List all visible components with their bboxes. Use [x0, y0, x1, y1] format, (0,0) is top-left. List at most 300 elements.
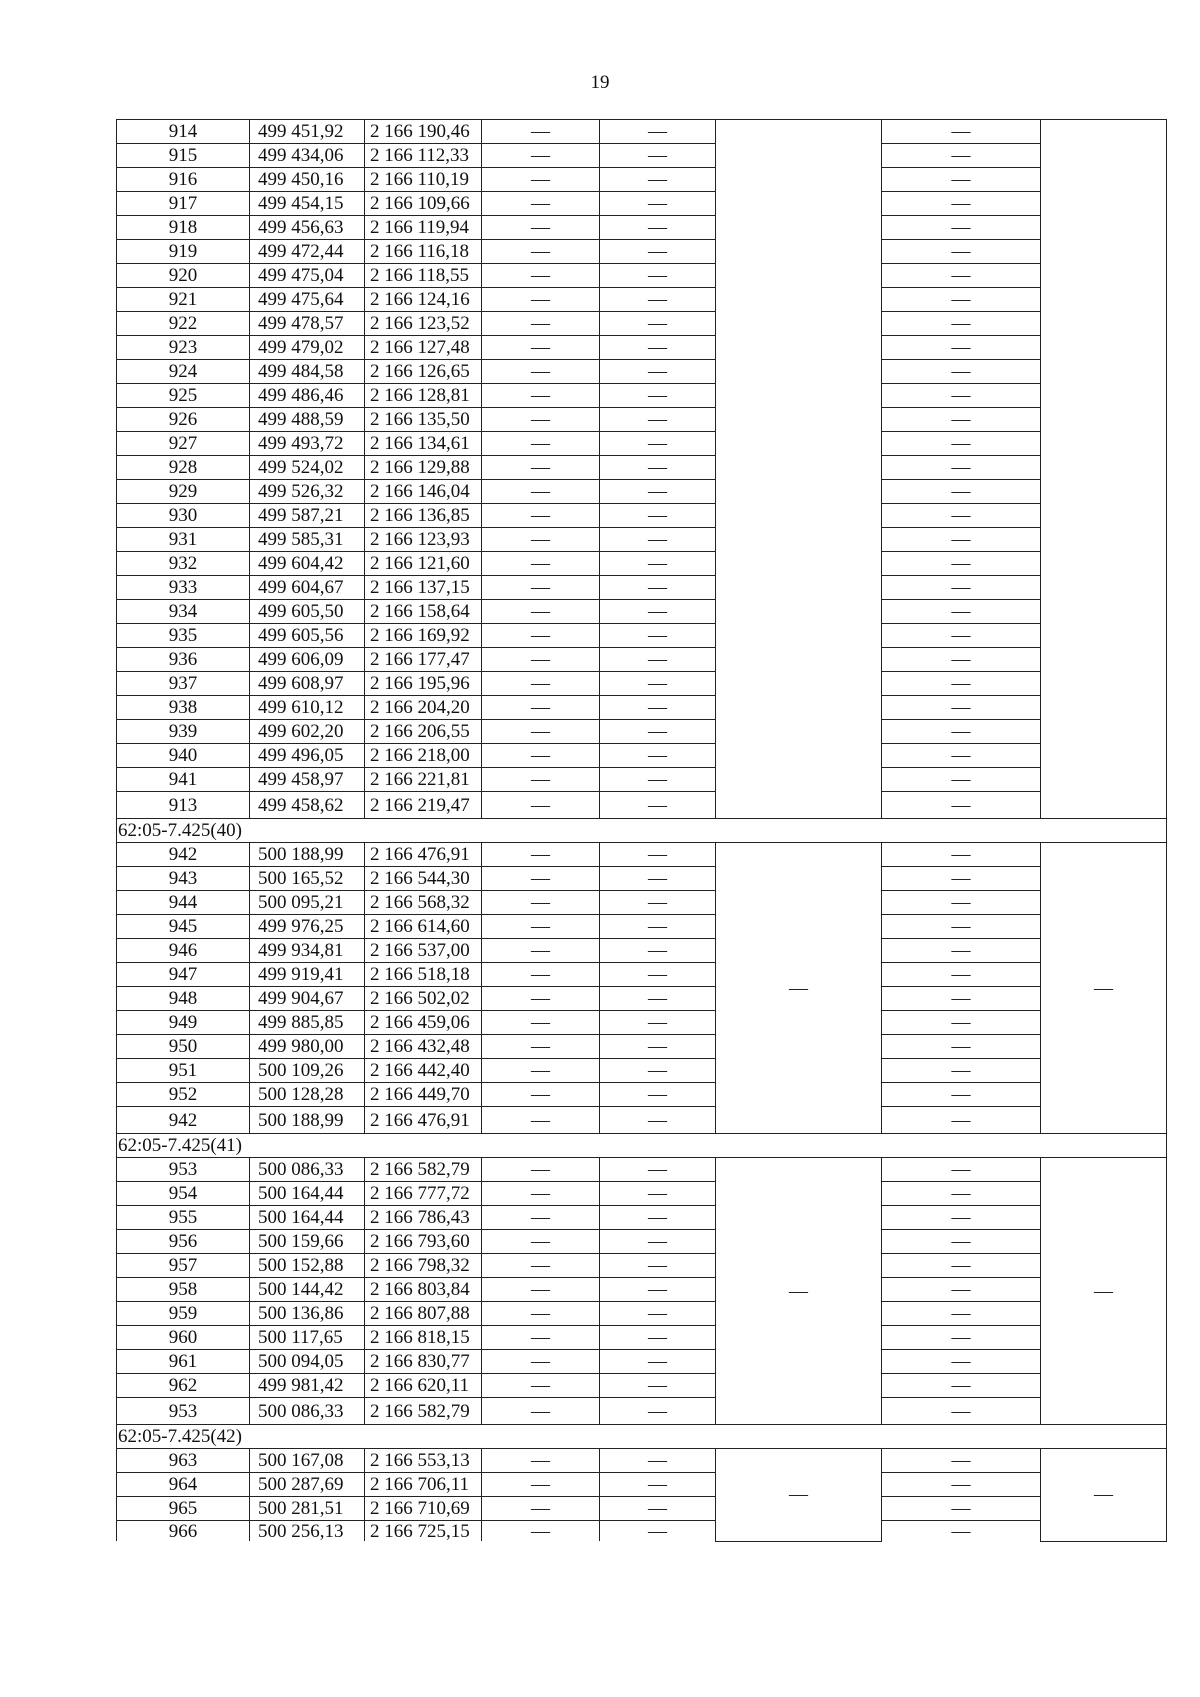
dash-cell: —	[600, 987, 716, 1011]
coord-x: 499 606,09	[250, 648, 365, 672]
coord-y: 2 166 204,20	[365, 696, 482, 720]
dash-cell: —	[600, 1326, 716, 1350]
dash-cell: —	[600, 792, 716, 819]
point-number: 927	[117, 432, 250, 456]
table-row	[117, 504, 1167, 528]
dash-cell: —	[482, 1473, 600, 1497]
merged-cell: —	[1041, 1449, 1167, 1542]
dash-cell: —	[882, 216, 1041, 240]
dash-cell: —	[600, 576, 716, 600]
coord-y: 2 166 830,77	[365, 1350, 482, 1374]
coord-x: 500 109,26	[250, 1059, 365, 1083]
point-number: 939	[117, 720, 250, 744]
dash-cell: —	[882, 408, 1041, 432]
coord-y: 2 166 432,48	[365, 1035, 482, 1059]
coord-x: 499 496,05	[250, 744, 365, 768]
point-number: 923	[117, 336, 250, 360]
coord-x: 499 605,50	[250, 600, 365, 624]
dash-cell: —	[600, 1473, 716, 1497]
point-number: 913	[117, 792, 250, 819]
table-row	[117, 915, 1167, 939]
table-row	[117, 1158, 1167, 1182]
coord-y: 2 166 620,11	[365, 1374, 482, 1398]
point-number: 940	[117, 744, 250, 768]
dash-cell: —	[882, 1254, 1041, 1278]
dash-cell: —	[600, 1374, 716, 1398]
coord-x: 499 608,97	[250, 672, 365, 696]
dash-cell: —	[482, 1059, 600, 1083]
coord-x: 499 919,41	[250, 963, 365, 987]
point-number: 936	[117, 648, 250, 672]
table-row	[117, 552, 1167, 576]
coord-x: 499 451,92	[250, 120, 365, 144]
dash-cell: —	[600, 504, 716, 528]
dash-cell: —	[882, 939, 1041, 963]
dash-cell: —	[482, 552, 600, 576]
point-number: 945	[117, 915, 250, 939]
point-number: 914	[117, 120, 250, 144]
dash-cell: —	[600, 1206, 716, 1230]
point-number: 919	[117, 240, 250, 264]
dash-cell: —	[600, 144, 716, 168]
coord-y: 2 166 195,96	[365, 672, 482, 696]
merged-cell	[716, 120, 882, 819]
point-number: 916	[117, 168, 250, 192]
table-row	[117, 432, 1167, 456]
dash-cell: —	[600, 120, 716, 144]
point-number: 935	[117, 624, 250, 648]
table-row	[117, 144, 1167, 168]
dash-cell: —	[600, 432, 716, 456]
coord-y: 2 166 169,92	[365, 624, 482, 648]
point-number: 929	[117, 480, 250, 504]
coord-y: 2 166 190,46	[365, 120, 482, 144]
dash-cell: —	[882, 768, 1041, 792]
point-number: 920	[117, 264, 250, 288]
dash-cell: —	[482, 384, 600, 408]
dash-cell: —	[882, 1374, 1041, 1398]
dash-cell: —	[600, 1521, 716, 1542]
dash-cell: —	[482, 1350, 600, 1374]
point-number: 952	[117, 1083, 250, 1107]
dash-cell: —	[482, 915, 600, 939]
coord-y: 2 166 582,79	[365, 1158, 482, 1182]
coord-x: 499 585,31	[250, 528, 365, 552]
coord-y: 2 166 218,00	[365, 744, 482, 768]
dash-cell: —	[600, 720, 716, 744]
dash-cell: —	[882, 891, 1041, 915]
point-number: 957	[117, 1254, 250, 1278]
coord-x: 499 479,02	[250, 336, 365, 360]
dash-cell: —	[600, 1302, 716, 1326]
table-row	[117, 1206, 1167, 1230]
table-row	[117, 720, 1167, 744]
merged-cell: —	[1041, 843, 1167, 1134]
coord-y: 2 166 112,33	[365, 144, 482, 168]
dash-cell: —	[882, 1521, 1041, 1542]
coord-y: 2 166 803,84	[365, 1278, 482, 1302]
table-row	[117, 843, 1167, 867]
point-number: 948	[117, 987, 250, 1011]
coord-x: 499 434,06	[250, 144, 365, 168]
dash-cell: —	[600, 480, 716, 504]
dash-cell: —	[482, 1497, 600, 1521]
dash-cell: —	[882, 120, 1041, 144]
dash-cell: —	[482, 987, 600, 1011]
point-number: 958	[117, 1278, 250, 1302]
dash-cell: —	[482, 504, 600, 528]
table-row	[117, 1035, 1167, 1059]
table-row	[117, 264, 1167, 288]
coord-y: 2 166 136,85	[365, 504, 482, 528]
dash-cell: —	[482, 1035, 600, 1059]
coord-x: 500 164,44	[250, 1182, 365, 1206]
point-number: 922	[117, 312, 250, 336]
dash-cell: —	[882, 360, 1041, 384]
dash-cell: —	[482, 1011, 600, 1035]
section-header-row	[117, 819, 1167, 843]
dash-cell: —	[600, 867, 716, 891]
dash-cell: —	[882, 1473, 1041, 1497]
coord-x: 499 484,58	[250, 360, 365, 384]
table-row	[117, 168, 1167, 192]
dash-cell: —	[600, 312, 716, 336]
dash-cell: —	[482, 1254, 600, 1278]
dash-cell: —	[482, 144, 600, 168]
coord-x: 500 167,08	[250, 1449, 365, 1473]
dash-cell: —	[482, 1182, 600, 1206]
coord-y: 2 166 818,15	[365, 1326, 482, 1350]
dash-cell: —	[882, 336, 1041, 360]
dash-cell: —	[482, 528, 600, 552]
dash-cell: —	[482, 432, 600, 456]
point-number: 942	[117, 1107, 250, 1134]
coord-x: 499 493,72	[250, 432, 365, 456]
coord-x: 499 458,97	[250, 768, 365, 792]
dash-cell: —	[482, 1449, 600, 1473]
coord-y: 2 166 126,65	[365, 360, 482, 384]
merged-cell: —	[716, 843, 882, 1134]
coord-y: 2 166 544,30	[365, 867, 482, 891]
merged-cell: —	[1041, 1158, 1167, 1425]
coord-y: 2 166 219,47	[365, 792, 482, 819]
coord-x: 499 454,15	[250, 192, 365, 216]
table-row	[117, 1521, 1167, 1542]
dash-cell: —	[882, 600, 1041, 624]
dash-cell: —	[882, 264, 1041, 288]
dash-cell: —	[482, 336, 600, 360]
coord-x: 499 478,57	[250, 312, 365, 336]
table-row	[117, 576, 1167, 600]
coord-y: 2 166 582,79	[365, 1398, 482, 1425]
merged-cell	[1041, 120, 1167, 819]
dash-cell: —	[882, 1302, 1041, 1326]
dash-cell: —	[600, 1254, 716, 1278]
table-row	[117, 768, 1167, 792]
table-row	[117, 384, 1167, 408]
point-number: 963	[117, 1449, 250, 1473]
dash-cell: —	[600, 1278, 716, 1302]
coord-y: 2 166 442,40	[365, 1059, 482, 1083]
coord-x: 499 605,56	[250, 624, 365, 648]
dash-cell: —	[482, 1206, 600, 1230]
dash-cell: —	[600, 939, 716, 963]
table-row	[117, 867, 1167, 891]
dash-cell: —	[882, 1449, 1041, 1473]
table-row	[117, 1497, 1167, 1521]
dash-cell: —	[882, 1059, 1041, 1083]
dash-cell: —	[482, 576, 600, 600]
coord-y: 2 166 476,91	[365, 1107, 482, 1134]
coord-x: 500 152,88	[250, 1254, 365, 1278]
dash-cell: —	[482, 1326, 600, 1350]
table-row	[117, 1107, 1167, 1134]
dash-cell: —	[482, 168, 600, 192]
coord-y: 2 166 476,91	[365, 843, 482, 867]
coord-y: 2 166 177,47	[365, 648, 482, 672]
coord-x: 499 472,44	[250, 240, 365, 264]
dash-cell: —	[882, 1278, 1041, 1302]
dash-cell: —	[882, 792, 1041, 819]
point-number: 915	[117, 144, 250, 168]
dash-cell: —	[600, 1449, 716, 1473]
table-row	[117, 528, 1167, 552]
point-number: 956	[117, 1230, 250, 1254]
table-row	[117, 1230, 1167, 1254]
point-number: 954	[117, 1182, 250, 1206]
point-number: 924	[117, 360, 250, 384]
dash-cell: —	[882, 720, 1041, 744]
table-row	[117, 240, 1167, 264]
point-number: 953	[117, 1158, 250, 1182]
dash-cell: —	[482, 264, 600, 288]
dash-cell: —	[882, 963, 1041, 987]
dash-cell: —	[600, 1083, 716, 1107]
table-row	[117, 600, 1167, 624]
dash-cell: —	[482, 360, 600, 384]
table-row	[117, 1326, 1167, 1350]
dash-cell: —	[482, 720, 600, 744]
dash-cell: —	[882, 1230, 1041, 1254]
coord-y: 2 166 786,43	[365, 1206, 482, 1230]
table-row	[117, 963, 1167, 987]
dash-cell: —	[482, 1374, 600, 1398]
table-row	[117, 891, 1167, 915]
section-label: 62:05-7.425(40)	[117, 819, 1167, 843]
dash-cell: —	[882, 648, 1041, 672]
table-row	[117, 792, 1167, 819]
dash-cell: —	[600, 696, 716, 720]
coord-y: 2 166 221,81	[365, 768, 482, 792]
dash-cell: —	[482, 600, 600, 624]
table-row	[117, 1059, 1167, 1083]
coord-x: 500 287,69	[250, 1473, 365, 1497]
coord-x: 499 904,67	[250, 987, 365, 1011]
coord-x: 499 602,20	[250, 720, 365, 744]
coord-x: 499 976,25	[250, 915, 365, 939]
table-row	[117, 1254, 1167, 1278]
dash-cell: —	[882, 480, 1041, 504]
coord-y: 2 166 121,60	[365, 552, 482, 576]
dash-cell: —	[482, 480, 600, 504]
dash-cell: —	[882, 672, 1041, 696]
coord-x: 499 981,42	[250, 1374, 365, 1398]
table-row	[117, 360, 1167, 384]
table-row	[117, 480, 1167, 504]
table-row	[117, 120, 1167, 144]
table-row	[117, 1473, 1167, 1497]
point-number: 938	[117, 696, 250, 720]
dash-cell: —	[482, 867, 600, 891]
dash-cell: —	[600, 1059, 716, 1083]
table-row	[117, 288, 1167, 312]
coord-x: 500 144,42	[250, 1278, 365, 1302]
coord-x: 499 456,63	[250, 216, 365, 240]
dash-cell: —	[600, 192, 716, 216]
dash-cell: —	[482, 1278, 600, 1302]
dash-cell: —	[600, 1035, 716, 1059]
dash-cell: —	[482, 891, 600, 915]
dash-cell: —	[482, 696, 600, 720]
point-number: 950	[117, 1035, 250, 1059]
coord-x: 499 885,85	[250, 1011, 365, 1035]
point-number: 961	[117, 1350, 250, 1374]
dash-cell: —	[882, 552, 1041, 576]
table-row	[117, 408, 1167, 432]
dash-cell: —	[882, 576, 1041, 600]
dash-cell: —	[600, 1182, 716, 1206]
point-number: 931	[117, 528, 250, 552]
coord-x: 499 488,59	[250, 408, 365, 432]
dash-cell: —	[600, 915, 716, 939]
table-row	[117, 1278, 1167, 1302]
coord-x: 500 165,52	[250, 867, 365, 891]
point-number: 946	[117, 939, 250, 963]
dash-cell: —	[600, 963, 716, 987]
coord-x: 500 128,28	[250, 1083, 365, 1107]
coord-y: 2 166 553,13	[365, 1449, 482, 1473]
dash-cell: —	[482, 1107, 600, 1134]
table-row	[117, 648, 1167, 672]
coord-y: 2 166 137,15	[365, 576, 482, 600]
coord-x: 500 164,44	[250, 1206, 365, 1230]
coord-y: 2 166 568,32	[365, 891, 482, 915]
coord-y: 2 166 135,50	[365, 408, 482, 432]
table-row	[117, 1083, 1167, 1107]
dash-cell: —	[882, 528, 1041, 552]
dash-cell: —	[600, 336, 716, 360]
dash-cell: —	[600, 744, 716, 768]
coord-x: 500 281,51	[250, 1497, 365, 1521]
point-number: 928	[117, 456, 250, 480]
point-number: 949	[117, 1011, 250, 1035]
coord-y: 2 166 129,88	[365, 456, 482, 480]
coord-y: 2 166 777,72	[365, 1182, 482, 1206]
dash-cell: —	[882, 1206, 1041, 1230]
dash-cell: —	[482, 456, 600, 480]
dash-cell: —	[882, 1158, 1041, 1182]
point-number: 944	[117, 891, 250, 915]
coord-y: 2 166 807,88	[365, 1302, 482, 1326]
coord-y: 2 166 128,81	[365, 384, 482, 408]
coord-x: 500 188,99	[250, 843, 365, 867]
coord-x: 500 159,66	[250, 1230, 365, 1254]
coord-y: 2 166 793,60	[365, 1230, 482, 1254]
dash-cell: —	[882, 1035, 1041, 1059]
coord-x: 499 475,04	[250, 264, 365, 288]
table-row	[117, 1302, 1167, 1326]
point-number: 955	[117, 1206, 250, 1230]
coord-x: 499 475,64	[250, 288, 365, 312]
point-number: 926	[117, 408, 250, 432]
dash-cell: —	[482, 624, 600, 648]
point-number: 953	[117, 1398, 250, 1425]
dash-cell: —	[482, 240, 600, 264]
dash-cell: —	[882, 192, 1041, 216]
dash-cell: —	[882, 915, 1041, 939]
point-number: 965	[117, 1497, 250, 1521]
coord-x: 500 117,65	[250, 1326, 365, 1350]
dash-cell: —	[600, 168, 716, 192]
coord-x: 500 188,99	[250, 1107, 365, 1134]
dash-cell: —	[600, 360, 716, 384]
dash-cell: —	[882, 432, 1041, 456]
dash-cell: —	[882, 1497, 1041, 1521]
table-row	[117, 1374, 1167, 1398]
dash-cell: —	[882, 1107, 1041, 1134]
coord-y: 2 166 124,16	[365, 288, 482, 312]
dash-cell: —	[882, 312, 1041, 336]
coord-y: 2 166 127,48	[365, 336, 482, 360]
dash-cell: —	[600, 843, 716, 867]
coord-x: 499 526,32	[250, 480, 365, 504]
coord-y: 2 166 109,66	[365, 192, 482, 216]
dash-cell: —	[600, 408, 716, 432]
point-number: 932	[117, 552, 250, 576]
dash-cell: —	[882, 168, 1041, 192]
coord-x: 499 604,67	[250, 576, 365, 600]
dash-cell: —	[600, 648, 716, 672]
point-number: 960	[117, 1326, 250, 1350]
table-row	[117, 624, 1167, 648]
dash-cell: —	[882, 696, 1041, 720]
coord-y: 2 166 502,02	[365, 987, 482, 1011]
point-number: 925	[117, 384, 250, 408]
point-number: 930	[117, 504, 250, 528]
point-number: 942	[117, 843, 250, 867]
table-row	[117, 456, 1167, 480]
dash-cell: —	[482, 312, 600, 336]
dash-cell: —	[482, 1083, 600, 1107]
dash-cell: —	[882, 1182, 1041, 1206]
coord-y: 2 166 518,18	[365, 963, 482, 987]
dash-cell: —	[482, 288, 600, 312]
dash-cell: —	[482, 1398, 600, 1425]
dash-cell: —	[482, 768, 600, 792]
dash-cell: —	[600, 1230, 716, 1254]
point-number: 937	[117, 672, 250, 696]
dash-cell: —	[600, 528, 716, 552]
table-row	[117, 336, 1167, 360]
dash-cell: —	[882, 1326, 1041, 1350]
dash-cell: —	[600, 1011, 716, 1035]
table-row	[117, 939, 1167, 963]
dash-cell: —	[482, 939, 600, 963]
coord-x: 499 934,81	[250, 939, 365, 963]
coord-y: 2 166 146,04	[365, 480, 482, 504]
point-number: 941	[117, 768, 250, 792]
coord-y: 2 166 725,15	[365, 1521, 482, 1542]
